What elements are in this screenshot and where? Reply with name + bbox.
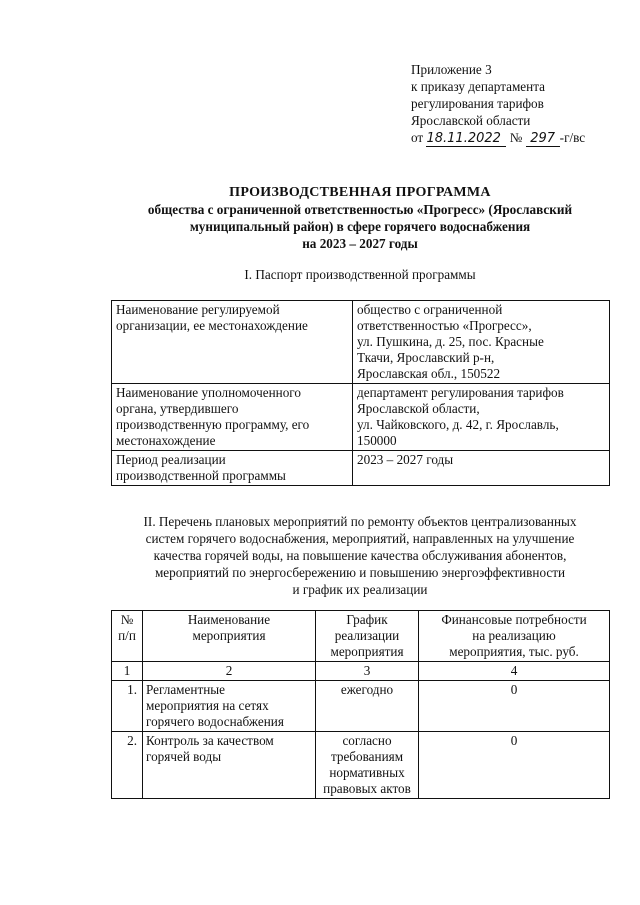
cell-line: производственную программу, его: [116, 417, 310, 432]
column-number: 4: [419, 662, 610, 681]
passport-label: [112, 451, 353, 486]
cell-line: органа, утвердившего: [116, 401, 239, 416]
cell-line: горячей воды: [146, 749, 222, 764]
cell-line: Наименование: [187, 612, 271, 627]
cell-line: 2023 – 2027 годы: [357, 452, 454, 467]
events-table: [111, 610, 610, 799]
passport-value: [353, 301, 610, 384]
order-date-number: [411, 129, 621, 147]
appendix-block: [411, 61, 621, 147]
table-row: [112, 732, 610, 799]
cell-line: ул. Чайковского, д. 42, г. Ярославль,: [357, 417, 559, 432]
event-cost: 0: [419, 681, 610, 732]
event-name: [143, 732, 316, 799]
heading-line: II. Перечень плановых мероприятий по ремонту объектов централизованных: [143, 514, 577, 529]
cell-line: требованиям: [330, 749, 404, 764]
row-number: 1.: [112, 681, 143, 732]
table-row: [112, 384, 610, 451]
number-suffix: -г/вс: [559, 130, 586, 145]
title-line: муниципальный район) в сфере горячего водоснабжения: [189, 219, 531, 234]
cell-line: Контроль за качеством: [146, 733, 274, 748]
cell-line: ежегодно: [340, 682, 394, 697]
cell-line: мероприятия: [330, 644, 404, 659]
order-date: 18.11.2022: [426, 132, 506, 147]
cell-line: правовых актов: [323, 781, 411, 796]
cell-line: общество с ограниченной: [357, 302, 503, 317]
event-schedule: [316, 681, 419, 732]
cell-line: Регламентные: [146, 682, 225, 697]
appendix-line: регулирования тарифов: [411, 96, 544, 111]
cell-line: департамент регулирования тарифов: [357, 385, 564, 400]
cell-line: нормативных: [329, 765, 405, 780]
appendix-line: Приложение 3: [411, 62, 492, 77]
passport-label: [112, 384, 353, 451]
header-cell: [419, 611, 610, 662]
heading-line: систем горячего водоснабжения, мероприятий, направленных на улучшение: [145, 531, 575, 546]
event-name: [143, 681, 316, 732]
date-prefix: от: [411, 130, 424, 145]
cell-line: на реализацию: [472, 628, 556, 643]
cell-line: Наименование уполномоченного: [116, 385, 301, 400]
column-number: 2: [143, 662, 316, 681]
cell-line: реализации: [334, 628, 400, 643]
cell-line: Ярославская обл., 150522: [357, 366, 501, 381]
cell-line: Период реализации: [116, 452, 226, 467]
cell-line: Ткачи, Ярославский р-н,: [357, 350, 495, 365]
cell-line: местонахождение: [116, 433, 216, 448]
heading-line: и график их реализации: [292, 582, 428, 597]
title-main: ПРОИЗВОДСТВЕННАЯ ПРОГРАММА: [229, 185, 491, 200]
passport-value: [353, 451, 610, 486]
heading-line: качества горячей воды, на повышение качества обслуживания абонентов,: [153, 548, 567, 563]
table-row: [112, 681, 610, 732]
column-number-row: [112, 662, 610, 681]
cell-line: ответственностью «Прогресс»,: [357, 318, 532, 333]
cell-line: Ярославской области,: [357, 401, 480, 416]
table-header-row: [112, 611, 610, 662]
cell-line: согласно: [342, 733, 392, 748]
table-row: [112, 301, 610, 384]
cell-line: Финансовые потребности: [441, 612, 587, 627]
cell-line: организации, ее местонахождение: [116, 318, 308, 333]
passport-table: [111, 300, 610, 486]
title-line: общества с ограниченной ответственностью «Прогресс» (Ярославский: [147, 202, 573, 217]
passport-value: [353, 384, 610, 451]
cell-line: п/п: [118, 628, 136, 643]
cell-line: производственной программы: [116, 468, 286, 483]
column-number: 3: [316, 662, 419, 681]
passport-label: [112, 301, 353, 384]
cell-line: 150000: [357, 433, 397, 448]
cell-line: №: [120, 612, 134, 627]
section1-heading: I. Паспорт производственной программы: [244, 267, 476, 282]
cell-line: Наименование регулируемой: [116, 302, 280, 317]
cell-line: мероприятия на сетях: [146, 698, 269, 713]
appendix-line: Ярославской области: [411, 113, 531, 128]
row-number: 2.: [112, 732, 143, 799]
order-number: 297: [526, 132, 560, 147]
cell-line: ул. Пушкина, д. 25, пос. Красные: [357, 334, 544, 349]
column-number: 1: [112, 662, 143, 681]
header-cell: [143, 611, 316, 662]
appendix-line: к приказу департамента: [411, 79, 545, 94]
table-row: [112, 451, 610, 486]
header-cell: [112, 611, 143, 662]
number-prefix: №: [509, 130, 523, 145]
cell-line: мероприятия, тыс. руб.: [449, 644, 579, 659]
heading-line: мероприятий по энергосбережению и повышению энергоэффективности: [154, 565, 566, 580]
event-schedule: [316, 732, 419, 799]
document-title: [100, 184, 620, 252]
event-cost: 0: [419, 732, 610, 799]
cell-line: горячего водоснабжения: [146, 714, 284, 729]
cell-line: мероприятия: [192, 628, 266, 643]
section2-heading: [103, 513, 617, 598]
header-cell: [316, 611, 419, 662]
cell-line: График: [346, 612, 388, 627]
title-line: на 2023 – 2027 годы: [302, 236, 418, 251]
